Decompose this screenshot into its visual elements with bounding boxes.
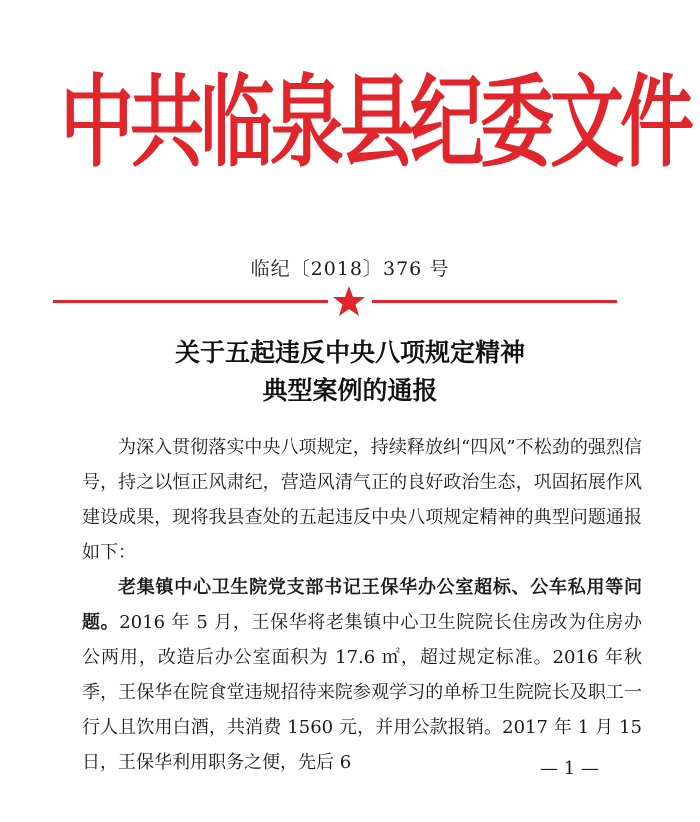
red-rule-right [372,300,617,303]
masthead-char: 件 [620,64,694,182]
masthead-char: 共 [130,64,204,182]
document-title [0,334,700,410]
document-title-line-1: 关于五起违反中央八项规定精神 [174,338,525,367]
masthead-char: 临 [200,64,274,182]
masthead-char: 县 [340,64,414,182]
red-rule-left [53,300,328,303]
masthead-char: 委 [480,64,554,182]
masthead-char: 中 [60,64,134,182]
masthead-char: 纪 [410,64,484,182]
intro-paragraph: 为深入贯彻落实中央八项规定，持续释放纠“四风”不松劲的强烈信号，持之以恒正风肃纪，营造风清气正的良好政治生态，巩固拓展作风建设成果，现将我县查处的五起违反中央八项规定精神的典型问题通报如下： [82,437,642,563]
masthead-title [60,64,694,182]
masthead-char: 文 [550,64,624,182]
document-title-line-2: 典型案例的通报 [262,376,438,405]
page-number: — 1 — [540,758,599,779]
case-text: 2016 年 5 月，王保华将老集镇中心卫生院院长住房改为住房办公两用，改造后办公室面积为 17.6 ㎡，超过规定标准。2016 年秋季，王保华在院食堂违规招待来院参观学习的单桥卫生院院长及职工一行人且饮用白酒，共消费 1560 元，并用公款报销。2017 年 1 月 15 日，王保华利用职务之便，先后 6 [82,612,642,773]
case-paragraph [82,570,642,780]
document-body [82,430,642,780]
red-star-icon [332,284,366,318]
masthead-char: 泉 [270,64,344,182]
document-number: 临纪〔2018〕376 号 [250,258,450,280]
case-heading: 老集镇中心卫生院党支部书记王保华办公室超标、公车私用等问题。 [82,577,642,633]
